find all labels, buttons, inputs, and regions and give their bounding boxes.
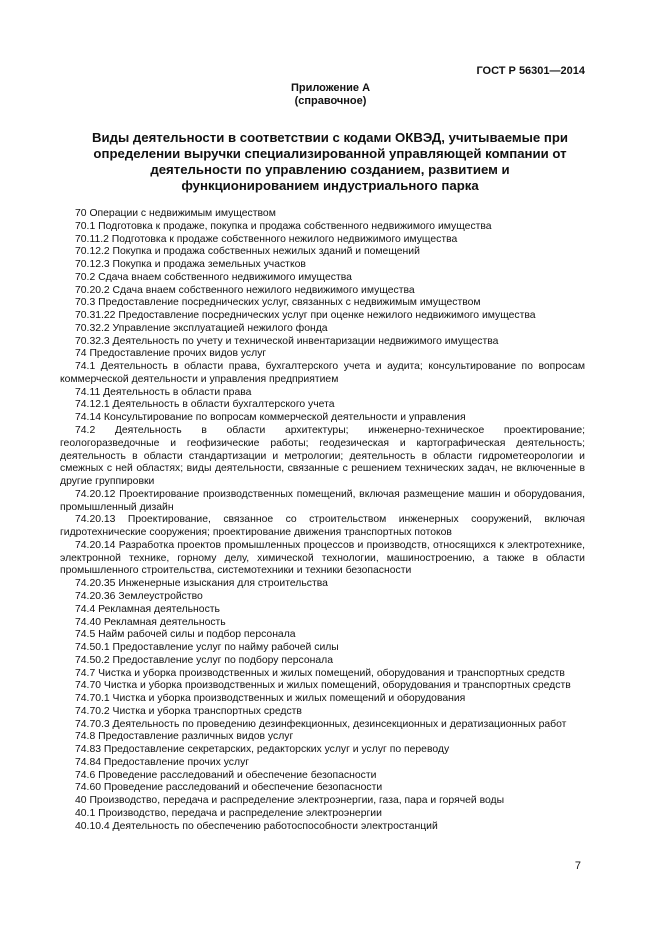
list-item: 70.2 Сдача внаем собственного недвижимого имущества — [75, 271, 352, 283]
list-item: 70.12.2 Покупка и продажа собственных нежилых зданий и помещений — [75, 246, 420, 258]
activity-list — [60, 208, 585, 834]
list-item: 70.3 Предоставление посреднических услуг, связанных с недвижимым имуществом — [75, 297, 481, 309]
list-item: 74.5 Найм рабочей силы и подбор персонала — [75, 629, 296, 641]
list-item: 74.2 Деятельность в области архитектуры; инженерно-техническое проектирование; геологоразведочные и геофизические работы; геодезическая и картографическая деятельность; деятельность в области стандартизации и метрологии; деятельность в области гидрометеорологии и смежных с ней областях; виды деятельности, связанные с решением технических задач, не включенные в другие группировки — [60, 425, 585, 488]
list-item: 74.11 Деятельность в области права — [75, 386, 252, 398]
list-item: 70.11.2 Подготовка к продаже собственного нежилого недвижимого имущества — [75, 233, 458, 245]
list-item: 70 Операции с недвижимым имуществом — [75, 208, 276, 219]
list-item: 74.20.36 Землеустройство — [75, 590, 203, 602]
list-item: 74.70.3 Деятельность по проведению дезинфекционных, дезинсекционных и дератизационных работ — [75, 718, 567, 730]
list-item: 74.83 Предоставление секретарских, редакторских услуг и услуг по переводу — [75, 744, 450, 756]
list-item: 74.20.14 Разработка проектов промышленных процессов и производств, относящихся к электротехнике, электронной технике, горному делу, химической технологии, машиностроению, а также в области промышленного строительства, системотехники и техники безопасности — [60, 539, 585, 577]
appendix-label: Приложение А — [290, 82, 371, 94]
document-title: Виды деятельности в соответствии с кодами ОКВЭД, учитываемые при определении выручки специализированной управляющей компании от деятельности по управлению созданием, развитием и функционированием индустриального парка — [91, 130, 569, 193]
list-item: 74.50.1 Предоставление услуг по найму рабочей силы — [75, 642, 339, 654]
list-item: 74.8 Предоставление различных видов услуг — [75, 731, 294, 743]
list-item: 40.10.4 Деятельность по обеспечению работоспособности электростанций — [75, 820, 438, 832]
list-item: 74.60 Проведение расследований и обеспечение безопасности — [75, 782, 383, 794]
list-item: 74.6 Проведение расследований и обеспечение безопасности — [75, 769, 377, 781]
list-item: 70.20.2 Сдача внаем собственного нежилого недвижимого имущества — [75, 284, 415, 296]
list-item: 74.70.1 Чистка и уборка производственных и жилых помещений и оборудования — [75, 693, 466, 705]
list-item: 70.31.22 Предоставление посреднических услуг при оценке нежилого недвижимого имущества — [75, 310, 536, 322]
list-item: 74.84 Предоставление прочих услуг — [75, 756, 250, 768]
list-item: 74.50.2 Предоставление услуг по подбору персонала — [75, 654, 333, 666]
appendix-heading — [0, 82, 661, 108]
list-item: 74 Предоставление прочих видов услуг — [75, 348, 267, 360]
list-item: 70.12.3 Покупка и продажа земельных участков — [75, 259, 306, 271]
list-item: 74.20.13 Проектирование, связанное со строительством инженерных сооружений, включая гидротехнические сооружения; проектирование движения транспортных потоков — [60, 514, 585, 539]
list-item: 74.70 Чистка и уборка производственных и жилых помещений, оборудования и транспортных средств — [75, 680, 571, 692]
list-item: 74.12.1 Деятельность в области бухгалтерского учета — [75, 399, 335, 411]
list-item: 74.7 Чистка и уборка производственных и жилых помещений, оборудования и транспортных средств — [75, 667, 565, 679]
list-item: 74.40 Рекламная деятельность — [75, 616, 226, 628]
list-item: 70.1 Подготовка к продаже, покупка и продажа собственного недвижимого имущества — [75, 220, 492, 232]
list-item: 74.70.2 Чистка и уборка транспортных средств — [75, 705, 302, 717]
list-item: 74.14 Консультирование по вопросам коммерческой деятельности и управления — [75, 412, 466, 424]
list-item: 70.32.2 Управление эксплуатацией нежилого фонда — [75, 322, 328, 334]
list-item: 74.4 Рекламная деятельность — [75, 603, 220, 615]
list-item: 40 Производство, передача и распределение электроэнергии, газа, пара и горячей воды — [75, 795, 505, 807]
list-item: 74.20.35 Инженерные изыскания для строительства — [75, 578, 328, 590]
list-item: 40.1 Производство, передача и распределение электроэнергии — [75, 807, 382, 819]
page-number: 7 — [574, 860, 581, 872]
appendix-note: (справочное) — [294, 95, 367, 107]
list-item: 70.32.3 Деятельность по учету и технической инвентаризации недвижимого имущества — [75, 335, 499, 347]
standard-number: ГОСТ Р 56301—2014 — [476, 65, 585, 77]
list-item: 74.20.12 Проектирование производственных помещений, включая размещение машин и оборудования, промышленный дизайн — [60, 488, 585, 513]
list-item: 74.1 Деятельность в области права, бухгалтерского учета и аудита; консультирование по вопросам коммерческой деятельности и управления предприятием — [60, 361, 585, 385]
